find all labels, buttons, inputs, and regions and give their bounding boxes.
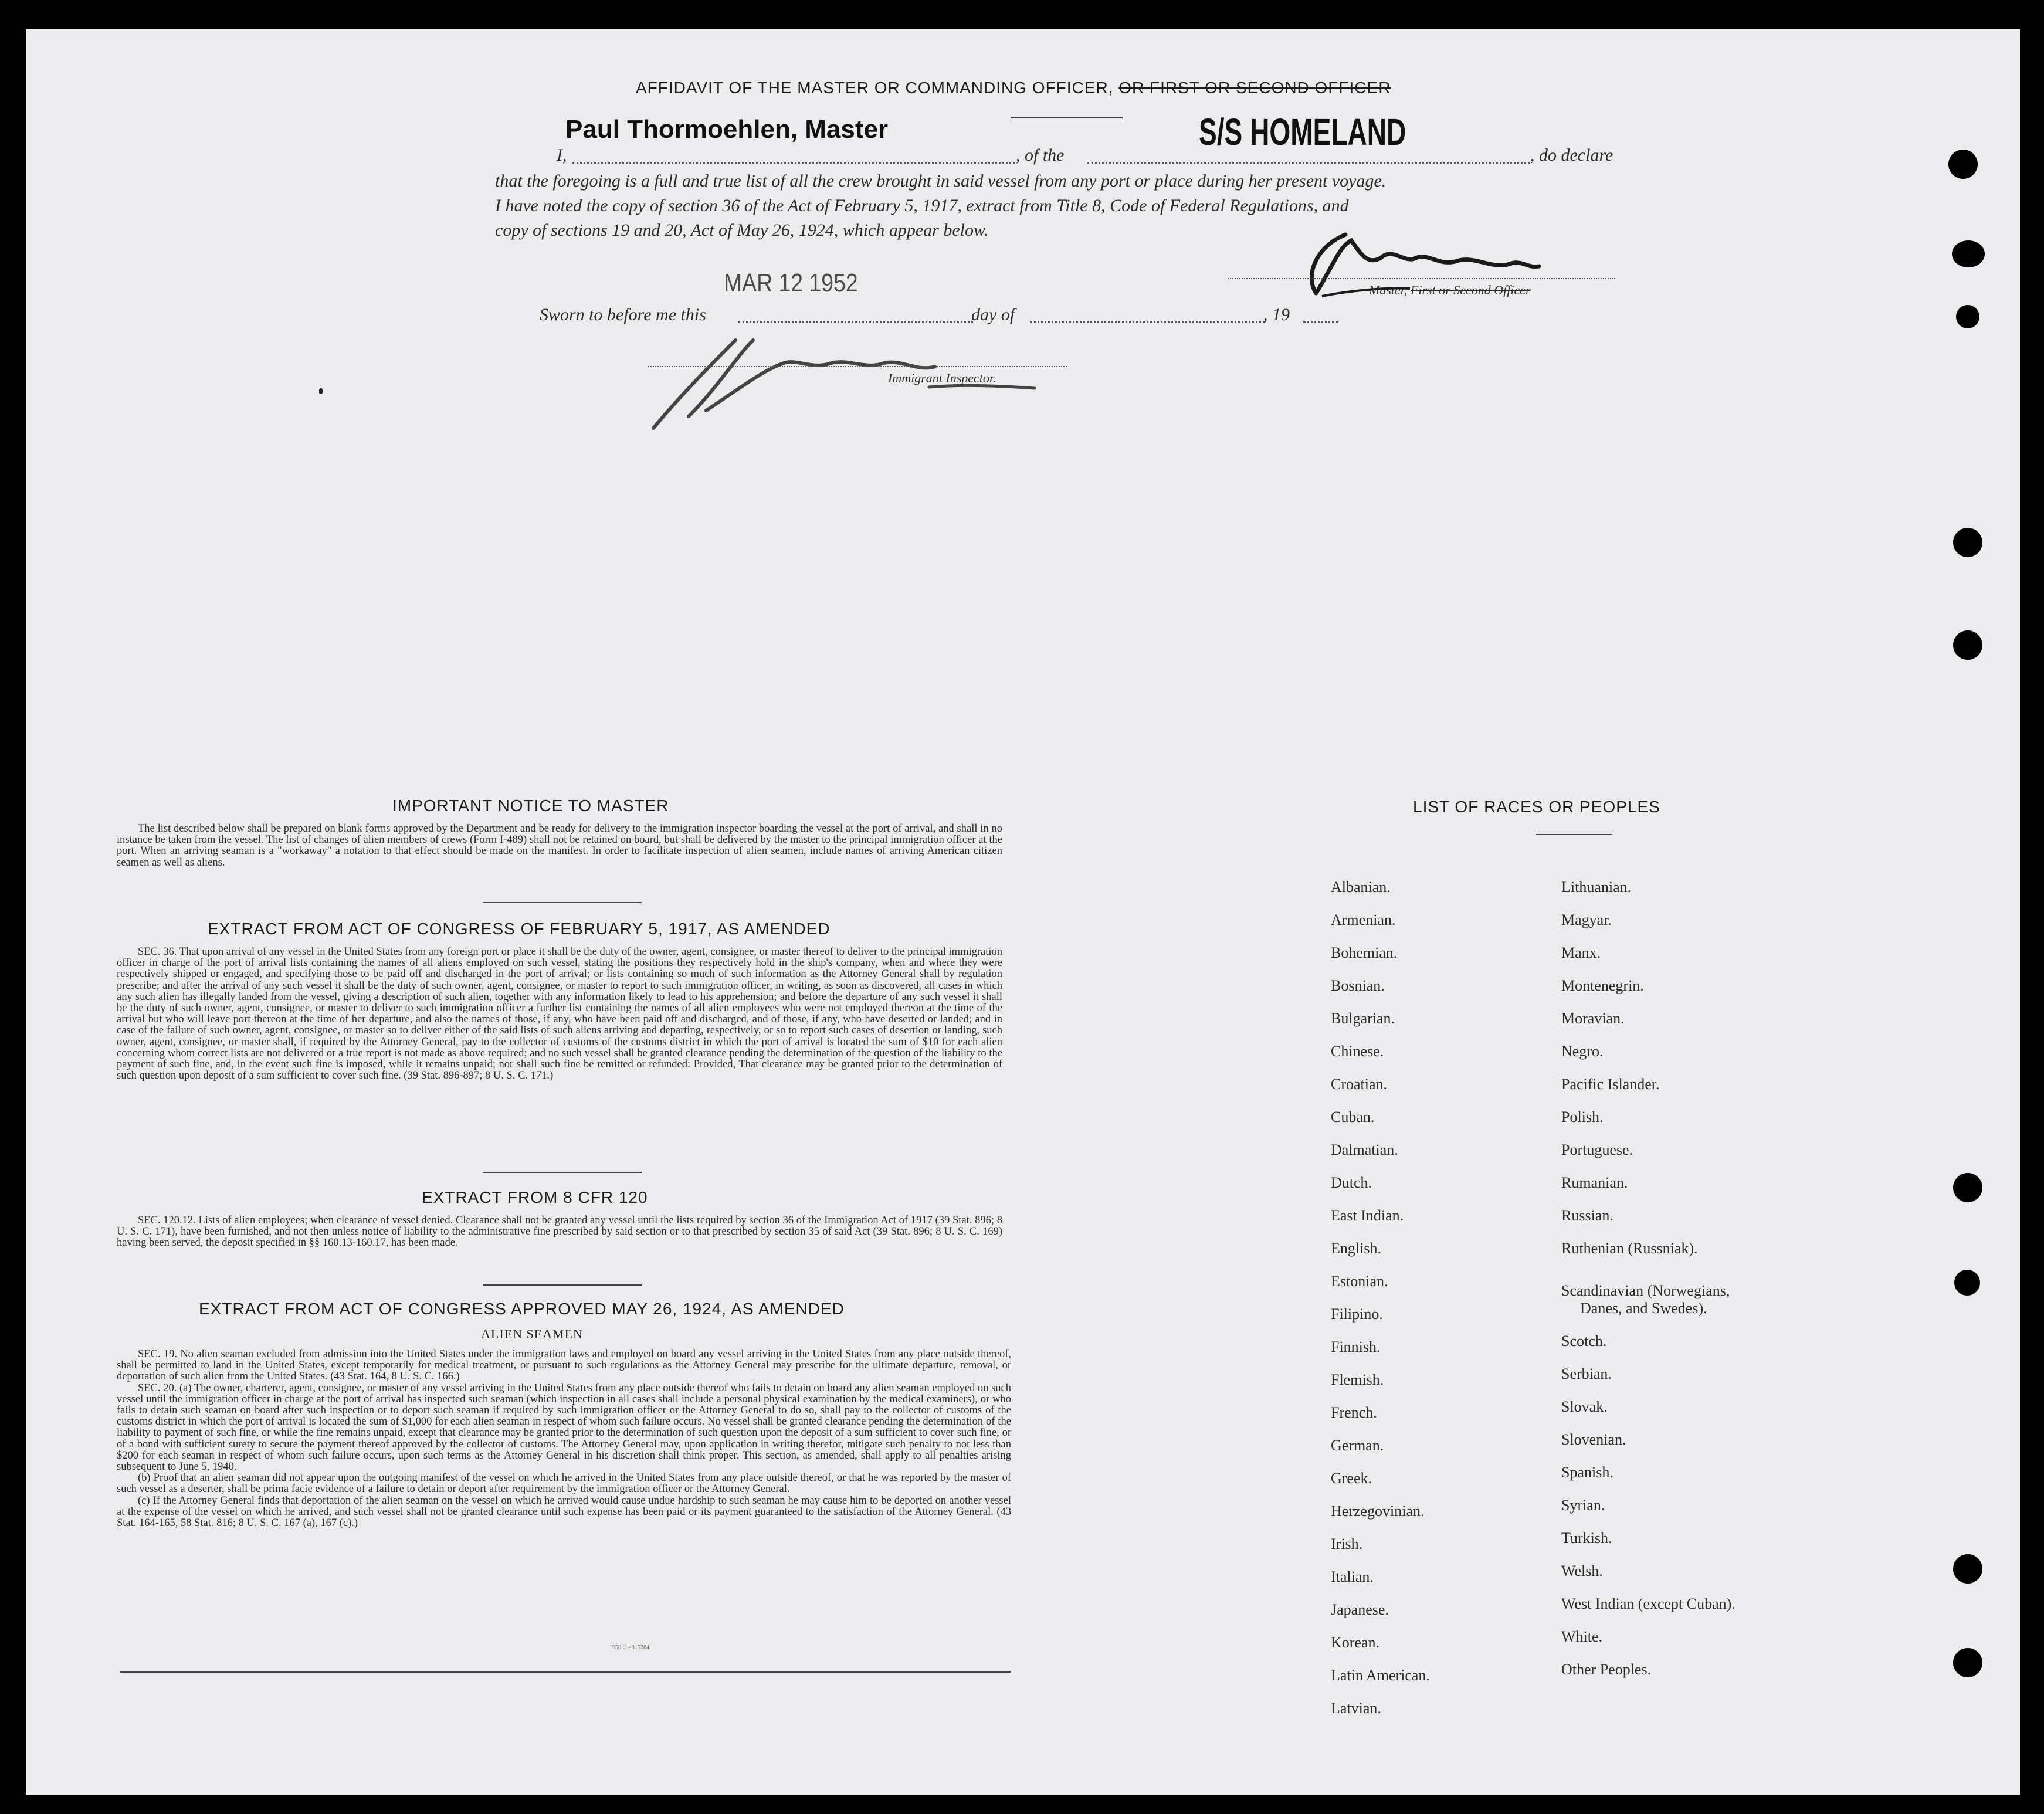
- race-item: Bosnian.: [1331, 977, 1385, 994]
- race-item: Polish.: [1561, 1108, 1604, 1125]
- notice-divider: [483, 902, 642, 903]
- race-item: Croatian.: [1331, 1076, 1388, 1093]
- binder-hole: [1956, 305, 1979, 328]
- extract1924-p3: (b) Proof that an alien seaman did not appear upon the outgoing manifest of the vessel on which he arrived in the United States from any place outside thereof, or that he was reported by the master of such vessel as a deserter, shall be prima facie evidence of a failure to detain or deport after requirement by the immigration officer or the Attorney General.: [117, 1472, 1011, 1496]
- extractcfr-title: EXTRACT FROM 8 CFR 120: [422, 1188, 648, 1206]
- name-dotted-line: [572, 162, 1015, 164]
- inspector-caption: Immigrant Inspector.: [888, 371, 996, 385]
- race-item: Russian.: [1561, 1207, 1613, 1224]
- binder-hole: [1953, 1173, 1982, 1202]
- race-item: English.: [1331, 1240, 1381, 1257]
- race-item: Moravian.: [1561, 1010, 1625, 1027]
- race-item: Scotch.: [1561, 1332, 1607, 1350]
- race-item: Armenian.: [1331, 911, 1396, 928]
- race-item: Manx.: [1561, 944, 1601, 961]
- extractcfr-text: SEC. 120.12. Lists of alien employees; when clearance of vessel denied. Clearance shall not be granted any vessel until the lists required by section 36 of the Immigration Act of 1917 (39 Stat. 896; 8 U. S. C. 171), have been furnished, and not then unless notice of liability to the administrative fine prescribed by said section or to that prescribed by section 35 of said Act (39 Stat. 896; 8 U. S. C. 169) having been served, the deposit specified in §§ 160.13-160.17, has been made.: [117, 1215, 1002, 1249]
- race-item: Negro.: [1561, 1043, 1604, 1060]
- race-item: Other Peoples.: [1561, 1661, 1652, 1678]
- race-item: Finnish.: [1331, 1338, 1381, 1355]
- extract1924-subtitle: ALIEN SEAMEN: [481, 1327, 583, 1341]
- notice-title: IMPORTANT NOTICE TO MASTER: [392, 796, 669, 815]
- race-item: Scandinavian (Norwegians,: [1561, 1282, 1730, 1299]
- race-item: Serbian.: [1561, 1365, 1612, 1382]
- title-underline: [1011, 117, 1123, 118]
- sworn-day: day of: [971, 305, 1015, 324]
- race-item: Albanian.: [1331, 879, 1391, 896]
- document-sheet: [26, 29, 2020, 1795]
- extract1917-divider: [483, 1172, 642, 1173]
- race-item: Japanese.: [1331, 1601, 1389, 1618]
- race-item: Montenegrin.: [1561, 977, 1644, 994]
- race-item: Korean.: [1331, 1634, 1380, 1651]
- inspector-signature-line: [648, 366, 1067, 367]
- race-item: West Indian (except Cuban).: [1561, 1595, 1735, 1612]
- sworn-month-line: [1030, 321, 1265, 323]
- binder-hole: [1954, 1270, 1980, 1296]
- race-item: Danes, and Swedes).: [1580, 1300, 1707, 1317]
- race-item: French.: [1331, 1404, 1377, 1421]
- race-item: Rumanian.: [1561, 1174, 1628, 1191]
- race-item: Dalmatian.: [1331, 1141, 1398, 1158]
- line1-of: , of the: [1016, 145, 1065, 165]
- notice-text: The list described below shall be prepared on blank forms approved by the Department and be ready for delivery to the immigration inspector boarding the vessel at the port of arrival, and shall in no instance be taken from the vessel. The list of changes of alien members of crews (Form I-489) shall not be retained on board, but shall be delivered by the master to the principal immigration officer at the port. When an arriving seaman is a "workaway" a notation to that effect should be made on the manifest. In order to facilitate inspection of alien seamen, include names of arriving American citizen seamen as well as aliens.: [117, 823, 1002, 869]
- vessel-name: S/S HOMELAND: [1199, 111, 1406, 153]
- master-name: Paul Thormoehlen, Master: [565, 115, 889, 144]
- extract1924-p4: (c) If the Attorney General finds that deportation of the alien seaman on the vessel on which he arrived would cause undue hardship to such seaman he may cause him to be deported on another vessel at the expense of the vessel on which he arrived, and such vessel shall not be granted clearance until such expense has been paid or its payment guaranteed to the satisfaction of the Attorney General. (43 Stat. 164-165, 58 Stat. 816; 8 U. S. C. 167 (a), 167 (c).): [117, 1494, 1011, 1530]
- extract1917-title: EXTRACT FROM ACT OF CONGRESS OF FEBRUARY 5, 1917, AS AMENDED: [208, 920, 831, 938]
- affidavit-line4: copy of sections 19 and 20, Act of May 26, 1924, which appear below.: [495, 221, 989, 240]
- race-item: Chinese.: [1331, 1043, 1384, 1060]
- race-item: Cuban.: [1331, 1108, 1375, 1125]
- race-item: German.: [1331, 1437, 1384, 1454]
- sworn-prefix: Sworn to before me this: [540, 305, 706, 324]
- master-caption-text: Master,: [1369, 283, 1408, 297]
- race-item: White.: [1561, 1628, 1603, 1645]
- race-item: Irish.: [1331, 1535, 1363, 1552]
- race-item: Greek.: [1331, 1470, 1372, 1487]
- race-item: Slovak.: [1561, 1398, 1608, 1415]
- bottom-rule: [120, 1671, 1011, 1673]
- affidavit-title-text: AFFIDAVIT OF THE MASTER OR COMMANDING OFFICER,: [636, 79, 1114, 97]
- race-item: Latvian.: [1331, 1700, 1381, 1717]
- affidavit-title: [636, 79, 1391, 97]
- extract1924-title: EXTRACT FROM ACT OF CONGRESS APPROVED MAY 26, 1924, AS AMENDED: [199, 1300, 845, 1318]
- race-item: Herzegovinian.: [1331, 1503, 1425, 1520]
- binder-hole: [1948, 150, 1978, 179]
- affidavit-title-struck: OR FIRST OR SECOND OFFICER: [1118, 79, 1391, 97]
- extractcfr-divider: [483, 1284, 642, 1286]
- race-item: East Indian.: [1331, 1207, 1404, 1224]
- race-item: Dutch.: [1331, 1174, 1372, 1191]
- vessel-dotted-line: [1087, 162, 1530, 164]
- line1-prefix: I,: [557, 145, 567, 165]
- binder-hole: [1952, 240, 1985, 267]
- race-item: Bulgarian.: [1331, 1010, 1395, 1027]
- race-item: Filipino.: [1331, 1306, 1383, 1323]
- extract1924-text: [117, 1349, 1011, 1529]
- extract1924-p2: SEC. 20. (a) The owner, charterer, agent, consignee, or master of any vessel arriving in the United States from any place outside thereof who fails to detain on board any alien seaman employed on such vessel until the immigration officer in charge at the port of arrival has inspected such seaman (which inspection in all cases shall include a personal physical examination by the medical examiners), or who fails to detain such seaman on board after such inspection or to deport such seaman if required by such immigration officer or the Attorney General to do so, shall pay to the collector of customs of the customs district in which the port of arrival is located the sum of $1,000 for each alien seaman in respect of whom such failure occurs. No vessel shall be granted clearance pending the determination of the liability to payment of such fine, or while the fine remains unpaid, except that clearance may be granted prior to the determination of such question upon the deposit of a sum sufficient to cover such fine, or of a bond with sufficient surety to secure the payment thereof approved by the collector of customs. The Attorney General may, upon application in writing therefor, mitigate such penalty to not less than $200 for each seaman in respect of whom such failure occurs, upon such terms as the Attorney General in his discretion shall think proper. This section, as amended, shall apply to all penalties arising subsequent to June 5, 1940.: [117, 1382, 1011, 1473]
- ink-speck: [319, 388, 323, 394]
- footer-code: 1950 O - 915284: [609, 1645, 650, 1651]
- master-signature-line: [1228, 278, 1615, 279]
- race-item: Portuguese.: [1561, 1141, 1633, 1158]
- race-item: Bohemian.: [1331, 944, 1398, 961]
- race-item: Estonian.: [1331, 1273, 1388, 1290]
- race-item: Syrian.: [1561, 1497, 1605, 1514]
- master-caption: [1369, 283, 1531, 298]
- binder-hole: [1953, 1554, 1982, 1584]
- binder-hole: [1953, 1648, 1982, 1677]
- race-item: Slovenian.: [1561, 1431, 1626, 1448]
- race-item: Flemish.: [1331, 1371, 1384, 1388]
- race-item: Latin American.: [1331, 1667, 1430, 1684]
- line1-suffix: , do declare: [1530, 145, 1613, 165]
- race-item: Welsh.: [1561, 1562, 1603, 1579]
- binder-hole: [1953, 630, 1982, 660]
- race-item: Turkish.: [1561, 1530, 1612, 1547]
- race-item: Ruthenian (Russniak).: [1561, 1240, 1698, 1257]
- race-item: Lithuanian.: [1561, 879, 1632, 896]
- extract1924-p1: SEC. 19. No alien seaman excluded from admission into the United States under the immigration laws and employed on board any vessel arriving in the United States from any place outside thereof, shall be permitted to land in the United States, except temporarily for medical treatment, or pursuant to such regulations as the Attorney General may prescribe for the ultimate departure, removal, or deportation of such alien from the United States. (43 Stat. 164, 8 U. S. C. 166.): [117, 1348, 1011, 1383]
- sworn-year: , 19: [1263, 305, 1290, 324]
- date-stamp: MAR 12 1952: [724, 269, 858, 297]
- races-title: LIST OF RACES OR PEOPLES: [1413, 798, 1660, 816]
- race-item: Pacific Islander.: [1561, 1076, 1660, 1093]
- race-item: Spanish.: [1561, 1464, 1613, 1481]
- race-item: Italian.: [1331, 1568, 1374, 1585]
- affidavit-line2: that the foregoing is a full and true list of all the crew brought in said vessel from any port or place during her present voyage.: [495, 171, 1387, 191]
- master-caption-struck: First or Second Officer: [1410, 283, 1531, 297]
- sworn-year-line: [1303, 321, 1338, 323]
- affidavit-line3: I have noted the copy of section 36 of the Act of February 5, 1917, extract from Title 8, Code of Federal Regulations, and: [495, 196, 1349, 215]
- races-divider: [1536, 834, 1612, 835]
- extract1917-text: SEC. 36. That upon arrival of any vessel in the United States from any foreign port or place it shall be the duty of the owner, agent, consignee, or master thereof to deliver to the principal immigration officer in charge of the port of arrival lists containing the names of all aliens employed on such vessel, stating the positions they respectively hold in the ship's company, when and where they were respectively shipped or engaged, and specifying those to be paid off and discharged in the port of arrival; or lists containing so much of such information as the Attorney General shall by regulation prescribe; and after the arrival of any such vessel it shall be the duty of such owner, agent, consignee, or master to report to such immigration officer, in writing, as soon as discovered, all cases in which any such alien has illegally landed from the vessel, giving a description of such alien, together with any information likely to lead to his apprehension; and before the departure of any such vessel it shall be the duty of such owner, agent, consignee, or master to deliver to such immigration officer a further list containing the names of all alien employees who were not employed thereon at the time of the arrival but who will leave port thereon at the time of her departure, and also the names of those, if any, who have been paid off and discharged, and of those, if any, who have deserted or landed; and in case of the failure of such owner, agent, consignee, or master so to deliver either of the said lists of such aliens arriving and departing, respectively, or so to report such cases of desertion or landing, such owner, agent, consignee, or master shall, if required by the Attorney General, pay to the collector of customs of the customs district in which the port of arrival is located the sum of $10 for each alien concerning whom correct lists are not delivered or a true report is not made as above required; and no such vessel shall be granted clearance pending the determination of the question of the liability to the payment of such fine, and, in the event such fine is imposed, while it remains unpaid; nor shall such fine be remitted or refunded: Provided, That clearance may be granted prior to the determination of such question upon deposit of a sum sufficient to cover such fine. (39 Stat. 896-897; 8 U. S. C. 171.): [117, 946, 1002, 1082]
- race-item: Magyar.: [1561, 911, 1612, 928]
- binder-hole: [1953, 528, 1982, 557]
